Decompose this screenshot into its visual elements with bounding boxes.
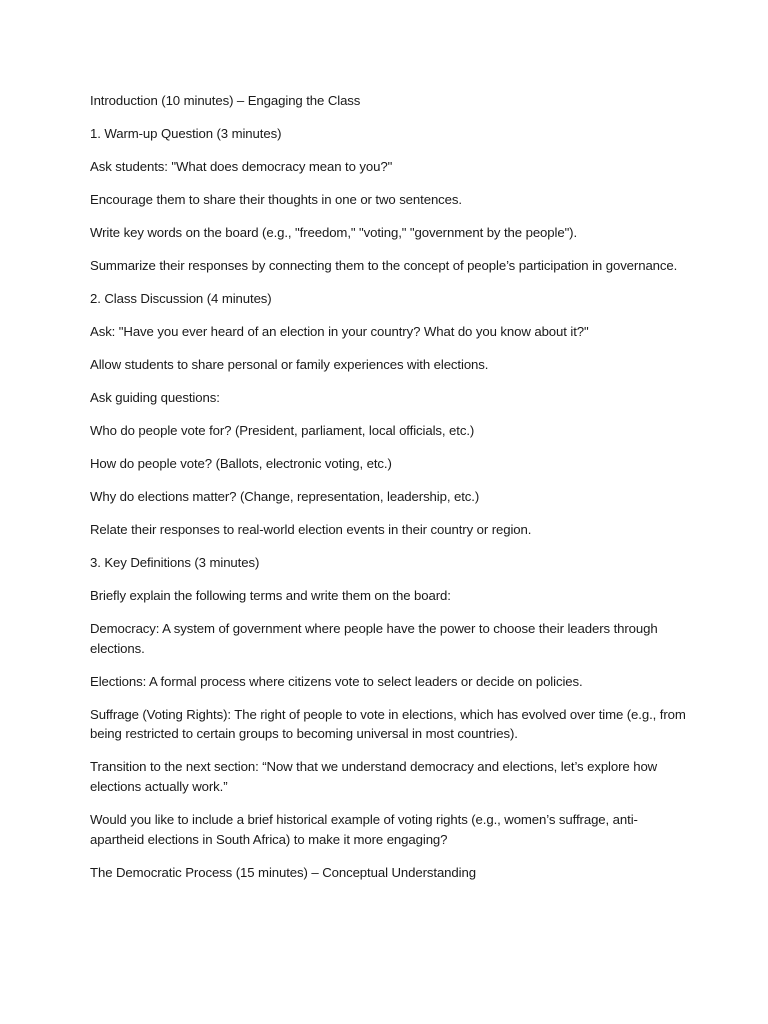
section-heading-introduction: Introduction (10 minutes) – Engaging the Class — [90, 93, 361, 108]
document-body — [90, 91, 690, 896]
guiding-question: Why do elections matter? (Change, representation, leadership, etc.) — [90, 488, 480, 504]
paragraph: Relate their responses to real-world election events in their country or region. — [90, 521, 532, 537]
paragraph: Write key words on the board (e.g., "freedom," "voting," "government by the people"). — [90, 224, 578, 240]
definition-democracy: Democracy: A system of government where people have the power to choose their leaders through elections. — [90, 620, 658, 656]
definition-elections: Elections: A formal process where citizens vote to select leaders or decide on policies. — [90, 673, 583, 689]
definition-suffrage: Suffrage (Voting Rights): The right of people to vote in elections, which has evolved over time (e.g., from being restricted to certain groups to becoming universal in most countries). — [90, 706, 686, 742]
transition-paragraph: Transition to the next section: “Now that we understand democracy and elections, let’s explore how elections actually work.” — [90, 759, 658, 795]
subheading-class-discussion: 2. Class Discussion (4 minutes) — [90, 290, 272, 306]
paragraph: Encourage them to share their thoughts in one or two sentences. — [90, 191, 462, 207]
subheading-key-definitions: 3. Key Definitions (3 minutes) — [90, 554, 260, 570]
paragraph: Summarize their responses by connecting them to the concept of people’s participation in governance. — [90, 257, 678, 273]
paragraph: Allow students to share personal or family experiences with elections. — [90, 356, 489, 372]
section-heading-democratic-process: The Democratic Process (15 minutes) – Conceptual Understanding — [90, 864, 476, 880]
paragraph: Briefly explain the following terms and write them on the board: — [90, 587, 451, 603]
paragraph: Ask students: "What does democracy mean to you?" — [90, 158, 393, 174]
paragraph: Ask: "Have you ever heard of an election in your country? What do you know about it?" — [90, 323, 589, 339]
paragraph: Ask guiding questions: — [90, 389, 220, 405]
subheading-warm-up-question: 1. Warm-up Question (3 minutes) — [90, 125, 282, 141]
paragraph: Would you like to include a brief historical example of voting rights (e.g., women’s suffrage, anti-apartheid elections in South Africa) to make it more engaging? — [90, 812, 638, 847]
guiding-question: Who do people vote for? (President, parliament, local officials, etc.) — [90, 422, 475, 438]
guiding-question: How do people vote? (Ballots, electronic voting, etc.) — [90, 455, 392, 471]
